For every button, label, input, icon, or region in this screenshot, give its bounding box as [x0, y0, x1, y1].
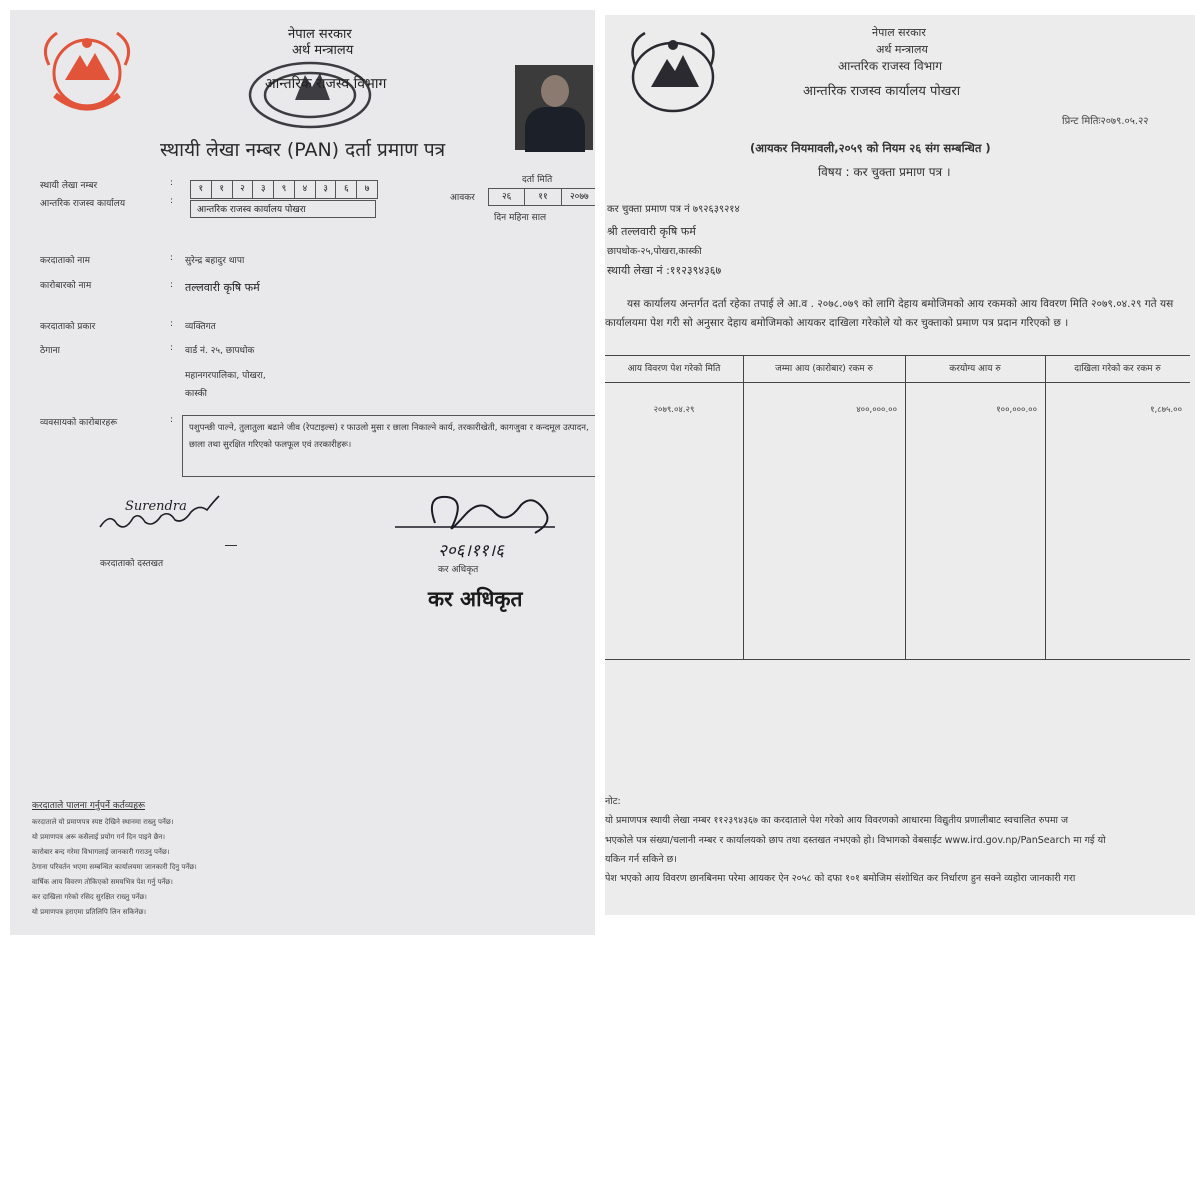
pan-number: स्थायी लेखा नं :११२३९४३६७ [607, 264, 722, 277]
note-line: यो प्रमाणपत्र स्थायी लेखा नम्बर ११२३९४३६७ का करदाताले पेश गरेको आय विवरणको आधारमा विद्युतीय प्रणालीबाट स्वचालित रुपमा ज [605, 815, 1069, 826]
business-activity-label: व्यवसायको कारोबारहरू [40, 418, 118, 428]
table-cell: ४००,०००.०० [856, 405, 897, 415]
pan-digit: ९ [274, 181, 295, 198]
table-header-cell: आय विवरण पेश गरेको मिति [605, 356, 743, 383]
duty-item: वार्षिक आय विवरण तोकिएको समयभित्र पेश गर्नु पर्नेछ। [32, 878, 173, 886]
table-header-cell: दाखिला गरेको कर रकम रु [1045, 356, 1190, 383]
duty-item: कारोबार बन्द गरेमा विभागलाई जानकारी गराउनु पर्नेछ। [32, 848, 170, 856]
taxpayer-type-label: करदाताको प्रकार [40, 322, 96, 332]
note-line: यकिन गर्न सकिने छ। [605, 854, 677, 865]
tax-officer-stamp: कर अधिकृत [428, 587, 523, 611]
signature-text: Surendra [125, 499, 187, 514]
office-value: आन्तरिक राजस्व कार्यालय पोखरा [190, 200, 376, 218]
header-ministry: अर्थ मन्त्रालय [292, 43, 354, 58]
taxpayer-signature [95, 482, 225, 542]
pan-digit: १ [191, 181, 212, 198]
office-label: आन्तरिक राजस्व कार्यालय [40, 199, 126, 209]
header-department: आन्तरिक राजस्व विभाग [838, 59, 943, 73]
certificate-number: कर चुक्ता प्रमाण पत्र नं ७९२६३९२१४ [607, 204, 740, 215]
taxpayer-signature-label: करदाताको दस्तखत [100, 559, 164, 569]
business-activity-text: पशुपन्छी पाल्ने, तुलातुला बढाने जीव (रेपटाइल्स) र फाउलो मुसा र छाला निकाल्ने कार्य, तरकारीखेती, कागजुवा र कन्दमूल उत्पादन, छाला तथा सुरक्षित गरिएको फलफूल एवं तरकारीहरू। [182, 415, 595, 477]
pan-certificate-page: नेपाल सरकार अर्थ मन्त्रालय आन्तरिक राजस्व विभाग स्थायी लेखा नम्बर (PAN) दर्ता प्रमाण पत्र स्थायी लेखा नम्बर : १ १ २ ३ ९ ४ ३ ६ ७ आन्तरिक राजस्व कार्यालय : आन्तरिक राजस्व कार्यालय पोखरा दर्ता मिति आवकर २६ ११ २०७७ दिन महिना साल करदाताको नाम : सुरेन्द्र बहादुर थापा कारोबारको नाम : तल्लवारी कृषि फर्म करदाताको प्रकार : व्यक्तिगत ठेगाना : वार्ड नं. २५, छापधोक महानगरपालिका, पोखरा, कास्की व्यवसायको कारोबारहरू : पशुपन्छी पाल्ने, तुलातुला बढाने जीव (रेपटाइल्स) र फाउलो मुसा र छाला निकाल्ने कार्य, तरकारीखेती, कागजुवा र कन्दमूल उत्पादन, छाला तथा सुरक्षित गरिएको फलफूल एवं तरकारीहरू। Surendra करदाताको दस्तखत २०६।११।६ कर अधिकृत कर अधिकृत करदाताले पालना गर्नुपर्ने कर्तव्यहरू करदाताले यो प्रमाणपत्र स्पष्ट देखिने स्थानमा राख्नु पर्नेछ। यो प्रमाणपत्र अरू कसैलाई प्रयोग गर्न दिन पाइने छैन। कारोबार बन्द गरेमा विभागलाई जानकारी गराउनु पर्नेछ। ठेगाना परिवर्तन भएमा सम्बन्धित कार्यालयमा जानकारी दिनु पर्नेछ। वार्षिक आय विवरण तोकिएको समयभित्र पेश गर्नु पर्नेछ। कर दाखिला गरेको रसिद सुरक्षित राख्नु पर्नेछ। यो प्रमाणपत्र हराएमा प्रतिलिपि लिन सकिनेछ। [10, 10, 595, 935]
tax-clearance-certificate-page [605, 15, 1195, 915]
certificate-body: यस कार्यालय अन्तर्गत दर्ता रहेका तपाई ले आ.व . २०७८.०७९ को लागि देहाय बमोजिमको आय रकमको आय विवरण मिति २०७९.०४.२९ गते यस कार्यालयमा पेश गरी सो अनुसार देहाय बमोजिमको आयकर दाखिला गरेकोले यो कर चुक्ताको प्रमाण पत्र प्रदान गरिएको छ । [605, 298, 1174, 329]
rule-reference: (आयकर नियमावली,२०५९ को नियम २६ संग सम्बन्धित ) [750, 141, 991, 155]
table-cell: १,८७५.०० [1150, 405, 1182, 415]
pan-digit: ६ [336, 181, 357, 198]
table-column [905, 356, 1046, 659]
stamp-number: २०६।११।६ [438, 541, 504, 561]
header-ministry: अर्थ मन्त्रालय [876, 43, 928, 56]
pan-digit: २ [233, 181, 254, 198]
table-cell: २०७९.०४.२९ [653, 405, 695, 415]
subject-line: विषय : कर चुक्ता प्रमाण पत्र । [818, 165, 951, 179]
pan-number-boxes [190, 180, 378, 199]
registration-date-boxes [488, 188, 595, 206]
business-name-label: कारोबारको नाम [40, 281, 92, 291]
table-column [743, 356, 906, 659]
date-year: २०७७ [569, 192, 589, 202]
pan-digit: ७ [364, 184, 370, 194]
header-office: आन्तरिक राजस्व कार्यालय पोखरा [803, 84, 961, 99]
registration-date-label: दर्ता मिति [522, 175, 553, 185]
taxpayer-type-value: व्यक्तिगत [185, 322, 216, 332]
taxpayer-name-value: सुरेन्द्र बहादुर थापा [185, 256, 245, 266]
certificate-title: स्थायी लेखा नम्बर (PAN) दर्ता प्रमाण पत्र [160, 139, 446, 161]
table-column [605, 356, 744, 659]
header-govt: नेपाल सरकार [288, 27, 352, 42]
duty-item: कर दाखिला गरेको रसिद सुरक्षित राख्नु पर्नेछ। [32, 893, 147, 901]
table-header-cell: करयोग्य आय रु [905, 356, 1045, 383]
address-label: ठेगाना [40, 346, 60, 356]
year-label: आवकर [450, 193, 475, 203]
duty-item: यो प्रमाणपत्र हराएमा प्रतिलिपि लिन सकिनेछ। [32, 908, 147, 916]
tax-details-table [605, 355, 1190, 660]
duty-item: करदाताले यो प्रमाणपत्र स्पष्ट देखिने स्थानमा राख्नु पर्नेछ। [32, 818, 174, 826]
taxpayer-photo [515, 65, 593, 150]
pan-digit: ३ [253, 181, 274, 198]
address-line-2: महानगरपालिका, पोखरा, [185, 371, 266, 381]
pan-digit: ४ [295, 181, 316, 198]
table-cell: १००,०००.०० [996, 405, 1037, 415]
recipient-name: श्री तल्लवारी कृषि फर्म [607, 225, 696, 238]
date-day: २६ [489, 189, 525, 205]
divider [225, 545, 237, 546]
nepal-emblem-red [35, 25, 140, 120]
duty-item: ठेगाना परिवर्तन भएमा सम्बन्धित कार्यालयमा जानकारी दिनु पर्नेछ। [32, 863, 197, 871]
pan-digit: ३ [316, 181, 337, 198]
business-name-value: तल्लवारी कृषि फर्म [185, 281, 260, 294]
print-date: प्रिन्ट मितिः२०७९.०५.२२ [1062, 116, 1149, 127]
table-header-cell: जम्मा आय (कारोबार) रकम रु [743, 356, 905, 383]
note-line: पेश भएको आय विवरण छानबिनमा परेमा आयकर ऐन २०५८ को दफा १०१ बमोजिम संशोधित कर निर्धारण हुन सक्ने व्यहोरा जानकारी गरा [605, 873, 1076, 884]
duties-heading: करदाताले पालना गर्नुपर्ने कर्तव्यहरू [32, 801, 146, 811]
note-line: भएकोले पत्र संख्या/चलानी नम्बर र कार्यालयको छाप तथा दस्तखत नभएको हो। विभागको वेबसाईट www.ird.gov.np/PanSearch मा गई यो [605, 835, 1106, 846]
address-line-1: वार्ड नं. २५, छापधोक [185, 346, 255, 356]
taxpayer-name-label: करदाताको नाम [40, 256, 90, 266]
date-month: ११ [525, 189, 561, 205]
pan-label: स्थायी लेखा नम्बर [40, 181, 98, 191]
recipient-address: छापधोक-२५,पोखरा,कास्की [607, 246, 702, 257]
officer-label: कर अधिकृत [438, 565, 479, 575]
table-column [1045, 356, 1190, 659]
header-department: आन्तरिक राजस्व विभाग [265, 76, 387, 92]
note-heading: नोट: [605, 796, 621, 807]
pan-digit: १ [212, 181, 233, 198]
duty-item: यो प्रमाणपत्र अरू कसैलाई प्रयोग गर्न दिन पाइने छैन। [32, 833, 166, 841]
nepal-emblem [623, 25, 723, 120]
address-line-3: कास्की [185, 389, 207, 399]
date-units: दिन महिना साल [494, 213, 547, 223]
header-govt: नेपाल सरकार [872, 26, 926, 39]
